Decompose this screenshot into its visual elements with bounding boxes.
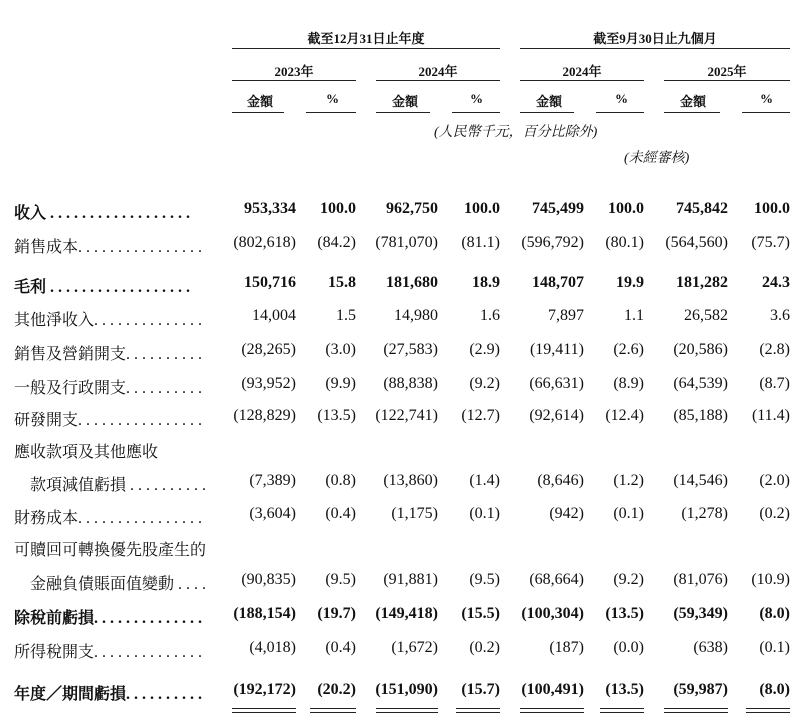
table-row bbox=[0, 472, 810, 498]
cell-pct-2024: 18.9 bbox=[472, 274, 500, 291]
cell-amount-2025-9m: 26,582 bbox=[684, 307, 728, 324]
total-double-rule bbox=[520, 708, 584, 713]
cell-pct-2023: (0.8) bbox=[325, 472, 356, 489]
cell-pct-2024-9m: (9.2) bbox=[613, 571, 644, 588]
cell-pct-2023: (0.4) bbox=[325, 639, 356, 656]
period-rule-2023 bbox=[232, 80, 356, 81]
period-header-2023: 2023年 bbox=[274, 64, 314, 79]
total-double-rule bbox=[746, 708, 790, 713]
cell-amount-2024-9m: 148,707 bbox=[532, 274, 584, 291]
cell-amount-2024: (781,070) bbox=[375, 234, 438, 251]
col-rule bbox=[742, 112, 790, 113]
col-amount-2024: 金額 bbox=[392, 94, 419, 109]
col-rule bbox=[664, 112, 720, 113]
cell-amount-2024-9m: 745,499 bbox=[532, 200, 584, 217]
cell-amount-2023: 150,716 bbox=[244, 274, 296, 291]
cell-amount-2024-9m: (100,304) bbox=[521, 605, 584, 622]
cell-amount-2025-9m: (14,546) bbox=[673, 472, 728, 489]
cell-amount-2023: (93,952) bbox=[241, 375, 296, 392]
table-row bbox=[0, 341, 810, 367]
cell-pct-2024: (0.1) bbox=[469, 505, 500, 522]
cell-pct-2024-9m: (13.5) bbox=[605, 605, 644, 622]
table-row bbox=[0, 681, 810, 707]
period-header-2024-9m: 2024年 bbox=[562, 64, 602, 79]
cell-pct-2025-9m: (0.2) bbox=[759, 505, 790, 522]
cell-pct-2024-9m: (2.6) bbox=[613, 341, 644, 358]
table-row bbox=[0, 274, 810, 300]
cell-pct-2024-9m: (0.1) bbox=[613, 505, 644, 522]
cell-amount-2023: (4,018) bbox=[249, 639, 296, 656]
table-row bbox=[0, 571, 810, 597]
row-label: 款項減值虧損 . . . . . . . . . . bbox=[14, 477, 207, 494]
cell-amount-2024-9m: (8,646) bbox=[537, 472, 584, 489]
table-row bbox=[0, 537, 810, 563]
row-label: 金融負債賬面值變動 . . . . bbox=[14, 576, 207, 593]
cell-amount-2023: (192,172) bbox=[233, 681, 296, 698]
period-rule-2025-9m bbox=[664, 80, 790, 81]
row-label: 其他淨收入. . . . . . . . . . . . . . bbox=[14, 312, 203, 329]
cell-pct-2024: 100.0 bbox=[464, 200, 500, 217]
cell-pct-2025-9m: (8.7) bbox=[759, 375, 790, 392]
cell-amount-2024-9m: (187) bbox=[549, 639, 584, 656]
cell-pct-2023: (9.9) bbox=[325, 375, 356, 392]
group-header-fiscal-year: 截至12月31日止年度 bbox=[307, 31, 425, 46]
cell-amount-2025-9m: (59,349) bbox=[673, 605, 728, 622]
group-rule-fiscal-year bbox=[232, 48, 500, 49]
cell-pct-2024-9m: (8.9) bbox=[613, 375, 644, 392]
row-label: 所得稅開支. . . . . . . . . . . . . . bbox=[14, 644, 203, 661]
row-label: 銷售及營銷開支. . . . . . . . . . bbox=[14, 346, 203, 363]
cell-pct-2024: (2.9) bbox=[469, 341, 500, 358]
row-label: 收入 . . . . . . . . . . . . . . . . . . bbox=[14, 205, 191, 222]
table-row bbox=[0, 307, 810, 333]
cell-amount-2025-9m: (20,586) bbox=[673, 341, 728, 358]
row-label: 毛利 . . . . . . . . . . . . . . . . . . bbox=[14, 279, 191, 296]
table-row bbox=[0, 505, 810, 531]
cell-pct-2023: (0.4) bbox=[325, 505, 356, 522]
cell-amount-2024: (13,860) bbox=[383, 472, 438, 489]
cell-pct-2024-9m: (12.4) bbox=[605, 407, 644, 424]
cell-pct-2024: (9.5) bbox=[469, 571, 500, 588]
row-label: 除稅前虧損. . . . . . . . . . . . . . bbox=[14, 610, 203, 627]
cell-amount-2025-9m: (85,188) bbox=[673, 407, 728, 424]
group-rule-nine-months bbox=[520, 48, 790, 49]
cell-pct-2023: 1.5 bbox=[336, 307, 356, 324]
col-amount-2024-9m: 金額 bbox=[536, 94, 563, 109]
row-label: 銷售成本. . . . . . . . . . . . . . . . bbox=[14, 239, 203, 256]
cell-pct-2023: 100.0 bbox=[320, 200, 356, 217]
cell-pct-2025-9m: (11.4) bbox=[751, 407, 790, 424]
cell-amount-2025-9m: (59,987) bbox=[673, 681, 728, 698]
col-amount-2023: 金額 bbox=[247, 94, 274, 109]
table-row bbox=[0, 439, 810, 465]
cell-amount-2024-9m: (942) bbox=[549, 505, 584, 522]
cell-pct-2025-9m: (0.1) bbox=[759, 639, 790, 656]
period-header-2025-9m: 2025年 bbox=[707, 64, 747, 79]
cell-amount-2024: (149,418) bbox=[375, 605, 438, 622]
cell-pct-2024: (81.1) bbox=[461, 234, 500, 251]
row-label: 財務成本. . . . . . . . . . . . . . . . bbox=[14, 510, 203, 527]
cell-amount-2024: (151,090) bbox=[375, 681, 438, 698]
cell-pct-2023: (20.2) bbox=[317, 681, 356, 698]
cell-amount-2024-9m: (19,411) bbox=[529, 341, 584, 358]
cell-pct-2023: (3.0) bbox=[325, 341, 356, 358]
cell-amount-2025-9m: (638) bbox=[693, 639, 728, 656]
cell-amount-2025-9m: (64,539) bbox=[673, 375, 728, 392]
total-double-rule bbox=[664, 708, 728, 713]
cell-pct-2024: (12.7) bbox=[461, 407, 500, 424]
cell-amount-2023: 953,334 bbox=[244, 200, 296, 217]
cell-amount-2025-9m: 745,842 bbox=[676, 200, 728, 217]
total-double-rule bbox=[456, 708, 500, 713]
unaudited-note: (未經審核) bbox=[624, 151, 690, 166]
row-label: 研發開支. . . . . . . . . . . . . . . . bbox=[14, 412, 203, 429]
period-header-2024: 2024年 bbox=[418, 64, 458, 79]
cell-pct-2024: (1.4) bbox=[469, 472, 500, 489]
table-row bbox=[0, 407, 810, 433]
table-row bbox=[0, 639, 810, 665]
cell-pct-2025-9m: (8.0) bbox=[759, 681, 790, 698]
cell-pct-2025-9m: (75.7) bbox=[751, 234, 790, 251]
col-rule bbox=[520, 112, 574, 113]
table-row bbox=[0, 234, 810, 260]
cell-amount-2025-9m: (564,560) bbox=[665, 234, 728, 251]
cell-amount-2023: (90,835) bbox=[241, 571, 296, 588]
table-row bbox=[0, 200, 810, 226]
cell-pct-2024-9m: 100.0 bbox=[608, 200, 644, 217]
cell-amount-2025-9m: 181,282 bbox=[676, 274, 728, 291]
cell-pct-2023: 15.8 bbox=[328, 274, 356, 291]
row-label: 可贖回可轉換優先股產生的 bbox=[14, 542, 207, 559]
total-double-rule bbox=[232, 708, 296, 713]
cell-pct-2023: (13.5) bbox=[317, 407, 356, 424]
cell-pct-2024: (15.7) bbox=[461, 681, 500, 698]
col-rule bbox=[452, 112, 500, 113]
cell-amount-2023: (3,604) bbox=[249, 505, 296, 522]
cell-amount-2025-9m: (81,076) bbox=[673, 571, 728, 588]
cell-amount-2023: (28,265) bbox=[241, 341, 296, 358]
total-double-rule bbox=[310, 708, 356, 713]
cell-amount-2024: (27,583) bbox=[383, 341, 438, 358]
cell-amount-2024: 14,980 bbox=[394, 307, 438, 324]
col-pct-2025-9m: % bbox=[760, 91, 773, 106]
cell-pct-2024: (15.5) bbox=[461, 605, 500, 622]
cell-pct-2025-9m: (10.9) bbox=[751, 571, 790, 588]
cell-pct-2024: (9.2) bbox=[469, 375, 500, 392]
cell-amount-2024-9m: (92,614) bbox=[529, 407, 584, 424]
col-rule bbox=[376, 112, 430, 113]
table-row bbox=[0, 605, 810, 631]
row-label: 應收款項及其他應收 bbox=[14, 444, 159, 461]
cell-amount-2024-9m: (68,664) bbox=[529, 571, 584, 588]
cell-amount-2024: (122,741) bbox=[375, 407, 438, 424]
cell-pct-2023: (84.2) bbox=[317, 234, 356, 251]
cell-amount-2023: (188,154) bbox=[233, 605, 296, 622]
cell-pct-2023: (19.7) bbox=[317, 605, 356, 622]
cell-amount-2023: (802,618) bbox=[233, 234, 296, 251]
cell-amount-2025-9m: (1,278) bbox=[681, 505, 728, 522]
row-label: 一般及行政開支. . . . . . . . . . bbox=[14, 380, 203, 397]
cell-pct-2024-9m: (0.0) bbox=[613, 639, 644, 656]
cell-amount-2024: 962,750 bbox=[386, 200, 438, 217]
cell-amount-2023: (128,829) bbox=[233, 407, 296, 424]
total-double-rule bbox=[600, 708, 644, 713]
col-rule bbox=[596, 112, 644, 113]
cell-amount-2024: (1,672) bbox=[391, 639, 438, 656]
col-pct-2024: % bbox=[470, 91, 483, 106]
cell-pct-2025-9m: 24.3 bbox=[762, 274, 790, 291]
cell-pct-2024-9m: (13.5) bbox=[605, 681, 644, 698]
period-rule-2024-9m bbox=[520, 80, 644, 81]
cell-pct-2024: (0.2) bbox=[469, 639, 500, 656]
cell-amount-2024: 181,680 bbox=[386, 274, 438, 291]
col-pct-2023: % bbox=[326, 91, 339, 106]
col-rule bbox=[232, 112, 284, 113]
cell-pct-2025-9m: 100.0 bbox=[754, 200, 790, 217]
cell-amount-2023: (7,389) bbox=[249, 472, 296, 489]
cell-amount-2024-9m: (66,631) bbox=[529, 375, 584, 392]
row-label: 年度／期間虧損. . . . . . . . . . bbox=[14, 686, 203, 703]
cell-pct-2025-9m: (8.0) bbox=[759, 605, 790, 622]
cell-amount-2024-9m: (596,792) bbox=[521, 234, 584, 251]
cell-pct-2024-9m: 1.1 bbox=[624, 307, 644, 324]
total-double-rule bbox=[376, 708, 438, 713]
period-rule-2024 bbox=[376, 80, 500, 81]
unit-note: (人民幣千元，百分比除外) bbox=[434, 125, 598, 140]
cell-amount-2023: 14,004 bbox=[252, 307, 296, 324]
cell-amount-2024-9m: (100,491) bbox=[521, 681, 584, 698]
cell-amount-2024: (88,838) bbox=[383, 375, 438, 392]
col-amount-2025-9m: 金額 bbox=[680, 94, 707, 109]
cell-pct-2024-9m: (1.2) bbox=[613, 472, 644, 489]
cell-amount-2024: (91,881) bbox=[383, 571, 438, 588]
cell-pct-2025-9m: 3.6 bbox=[770, 307, 790, 324]
col-rule bbox=[306, 112, 356, 113]
col-pct-2024-9m: % bbox=[615, 91, 628, 106]
cell-amount-2024-9m: 7,897 bbox=[548, 307, 584, 324]
cell-pct-2025-9m: (2.0) bbox=[759, 472, 790, 489]
cell-pct-2024: 1.6 bbox=[480, 307, 500, 324]
group-header-nine-months: 截至9月30日止九個月 bbox=[593, 31, 717, 46]
cell-pct-2024-9m: (80.1) bbox=[605, 234, 644, 251]
cell-pct-2024-9m: 19.9 bbox=[616, 274, 644, 291]
cell-pct-2025-9m: (2.8) bbox=[759, 341, 790, 358]
table-row bbox=[0, 375, 810, 401]
cell-pct-2023: (9.5) bbox=[325, 571, 356, 588]
cell-amount-2024: (1,175) bbox=[391, 505, 438, 522]
